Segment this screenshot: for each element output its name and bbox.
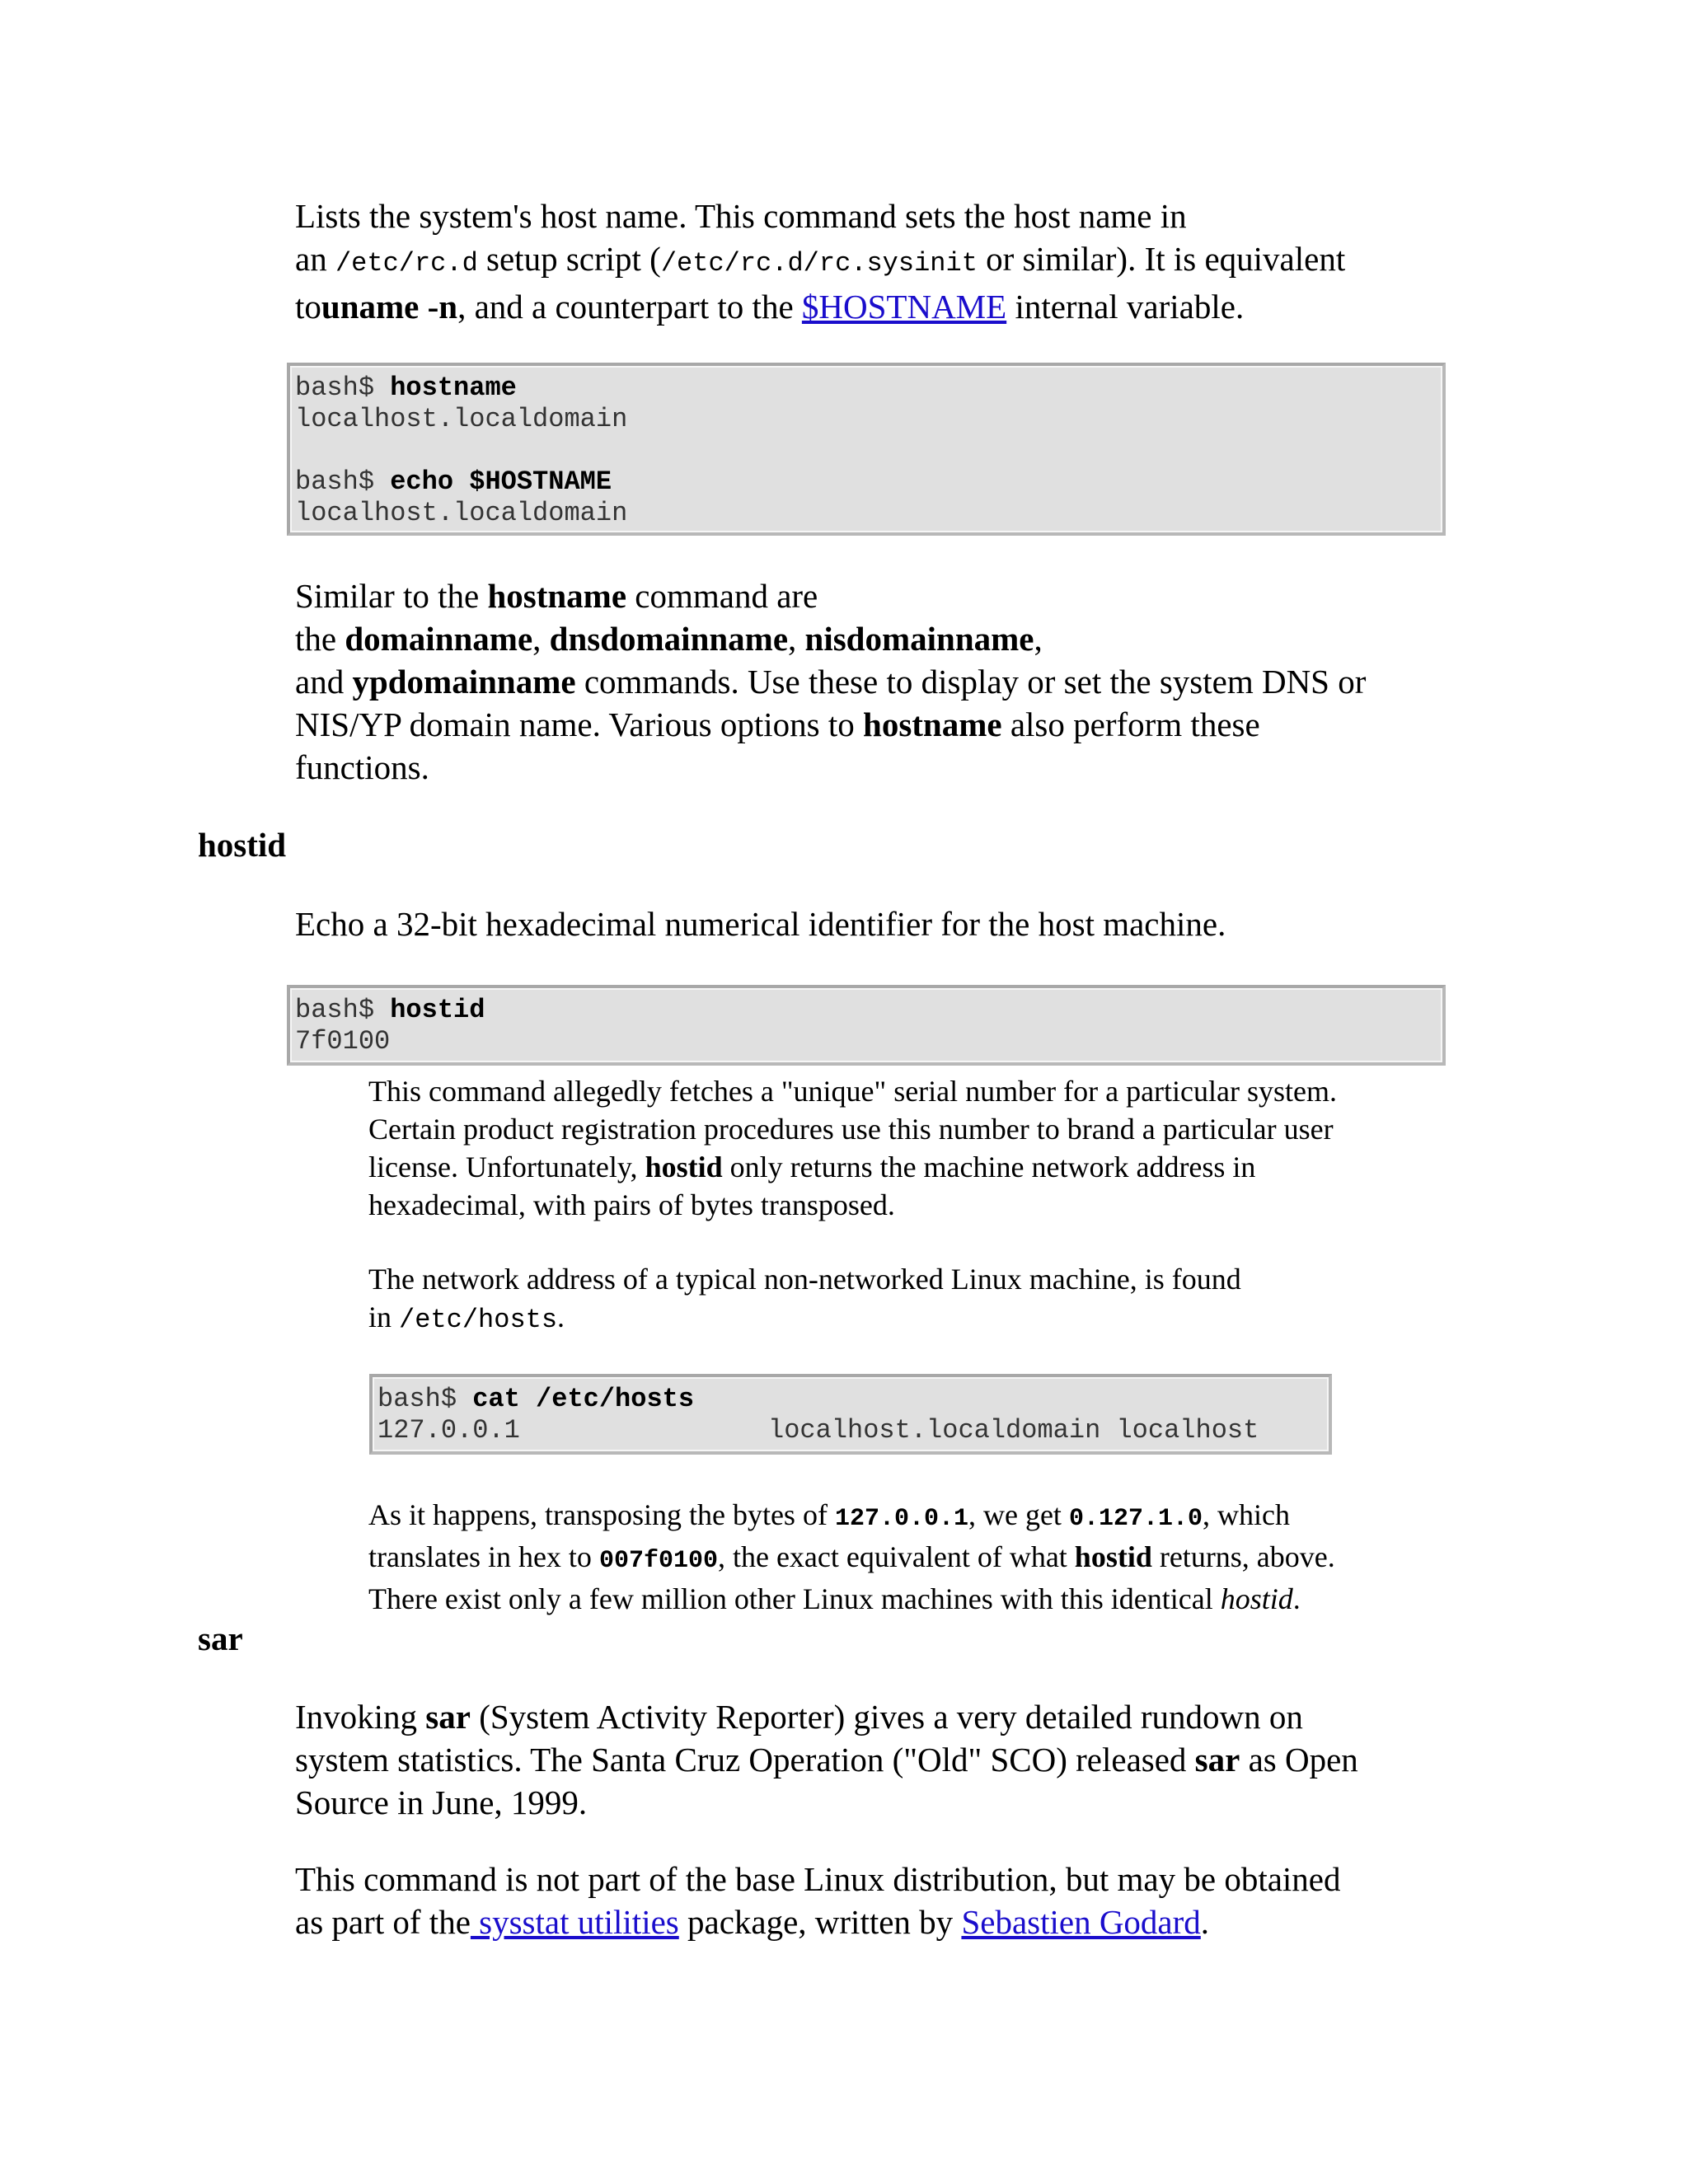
sar-availability: This command is not part of the base Linux distribution, but may be obtained as part of the sysstat utilities package, written by Sebastien Godard. [295, 1860, 1341, 1941]
hostid-description: Echo a 32-bit hexadecimal numerical identifier for the host machine. [295, 905, 1226, 943]
path-rc-sysinit: /etc/rc.d/rc.sysinit [660, 248, 978, 279]
hostid-note-transposed: As it happens, transposing the bytes of 127.0.0.1, we get 0.127.1.0, which translates in hex to 007f0100, the exact equivalent of what hostid returns, above. There exist only a few million other Linux machines with this identical hostid. [368, 1498, 1335, 1615]
hostid-note-network-address: The network address of a typical non-networked Linux machine, is found in /etc/hosts. [368, 1263, 1241, 1335]
sar-description: Invoking sar (System Activity Reporter) gives a very detailed rundown on system statistics. The Santa Cruz Operation ("Old" SCO) released sar as Open Source in June, 1999. [295, 1698, 1358, 1821]
uname-n-command: uname -n [321, 288, 458, 326]
term-sar: sar [198, 1619, 243, 1657]
hostname-variable-link[interactable]: $HOSTNAME [801, 288, 1007, 326]
path-etc-hosts: /etc/hosts [399, 1305, 558, 1335]
sysstat-utilities-link[interactable]: sysstat utilities [470, 1903, 679, 1941]
hostname-description: Lists the system's host name. This command sets the host name in an /etc/rc.d setup script (/etc/rc.d/rc.sysinit or similar). It is equivalent touname -n, and a counterpart to the $HOSTNAME internal variable. [295, 197, 1346, 326]
path-rc-d: /etc/rc.d [335, 248, 478, 279]
hostid-note-serial: This command allegedly fetches a "unique" serial number for a particular system. Certain product registration procedures use this number to brand a particular user license. Unfortunately, hostid only returns the machine network address in hexadecimal, with pairs of bytes transposed. [368, 1075, 1337, 1221]
similar-commands-paragraph: Similar to the hostname command are the domainname, dnsdomainname, nisdomainname, and ypdomainname commands. Use these to display or set the system DNS or NIS/YP domain name. Various options to hostname also perform these functions. [295, 577, 1367, 786]
hostid-code-example: bash$ hostid 7f0100 [287, 985, 1446, 1066]
hostname-code-example: bash$ hostname localhost.localdomain bash$ echo $HOSTNAME localhost.localdomain [287, 363, 1446, 536]
sebastien-godard-link[interactable]: Sebastien Godard [961, 1903, 1201, 1941]
term-hostid: hostid [198, 826, 287, 864]
etc-hosts-code-example: bash$ cat /etc/hosts 127.0.0.1 localhost.localdomain localhost [369, 1374, 1332, 1455]
